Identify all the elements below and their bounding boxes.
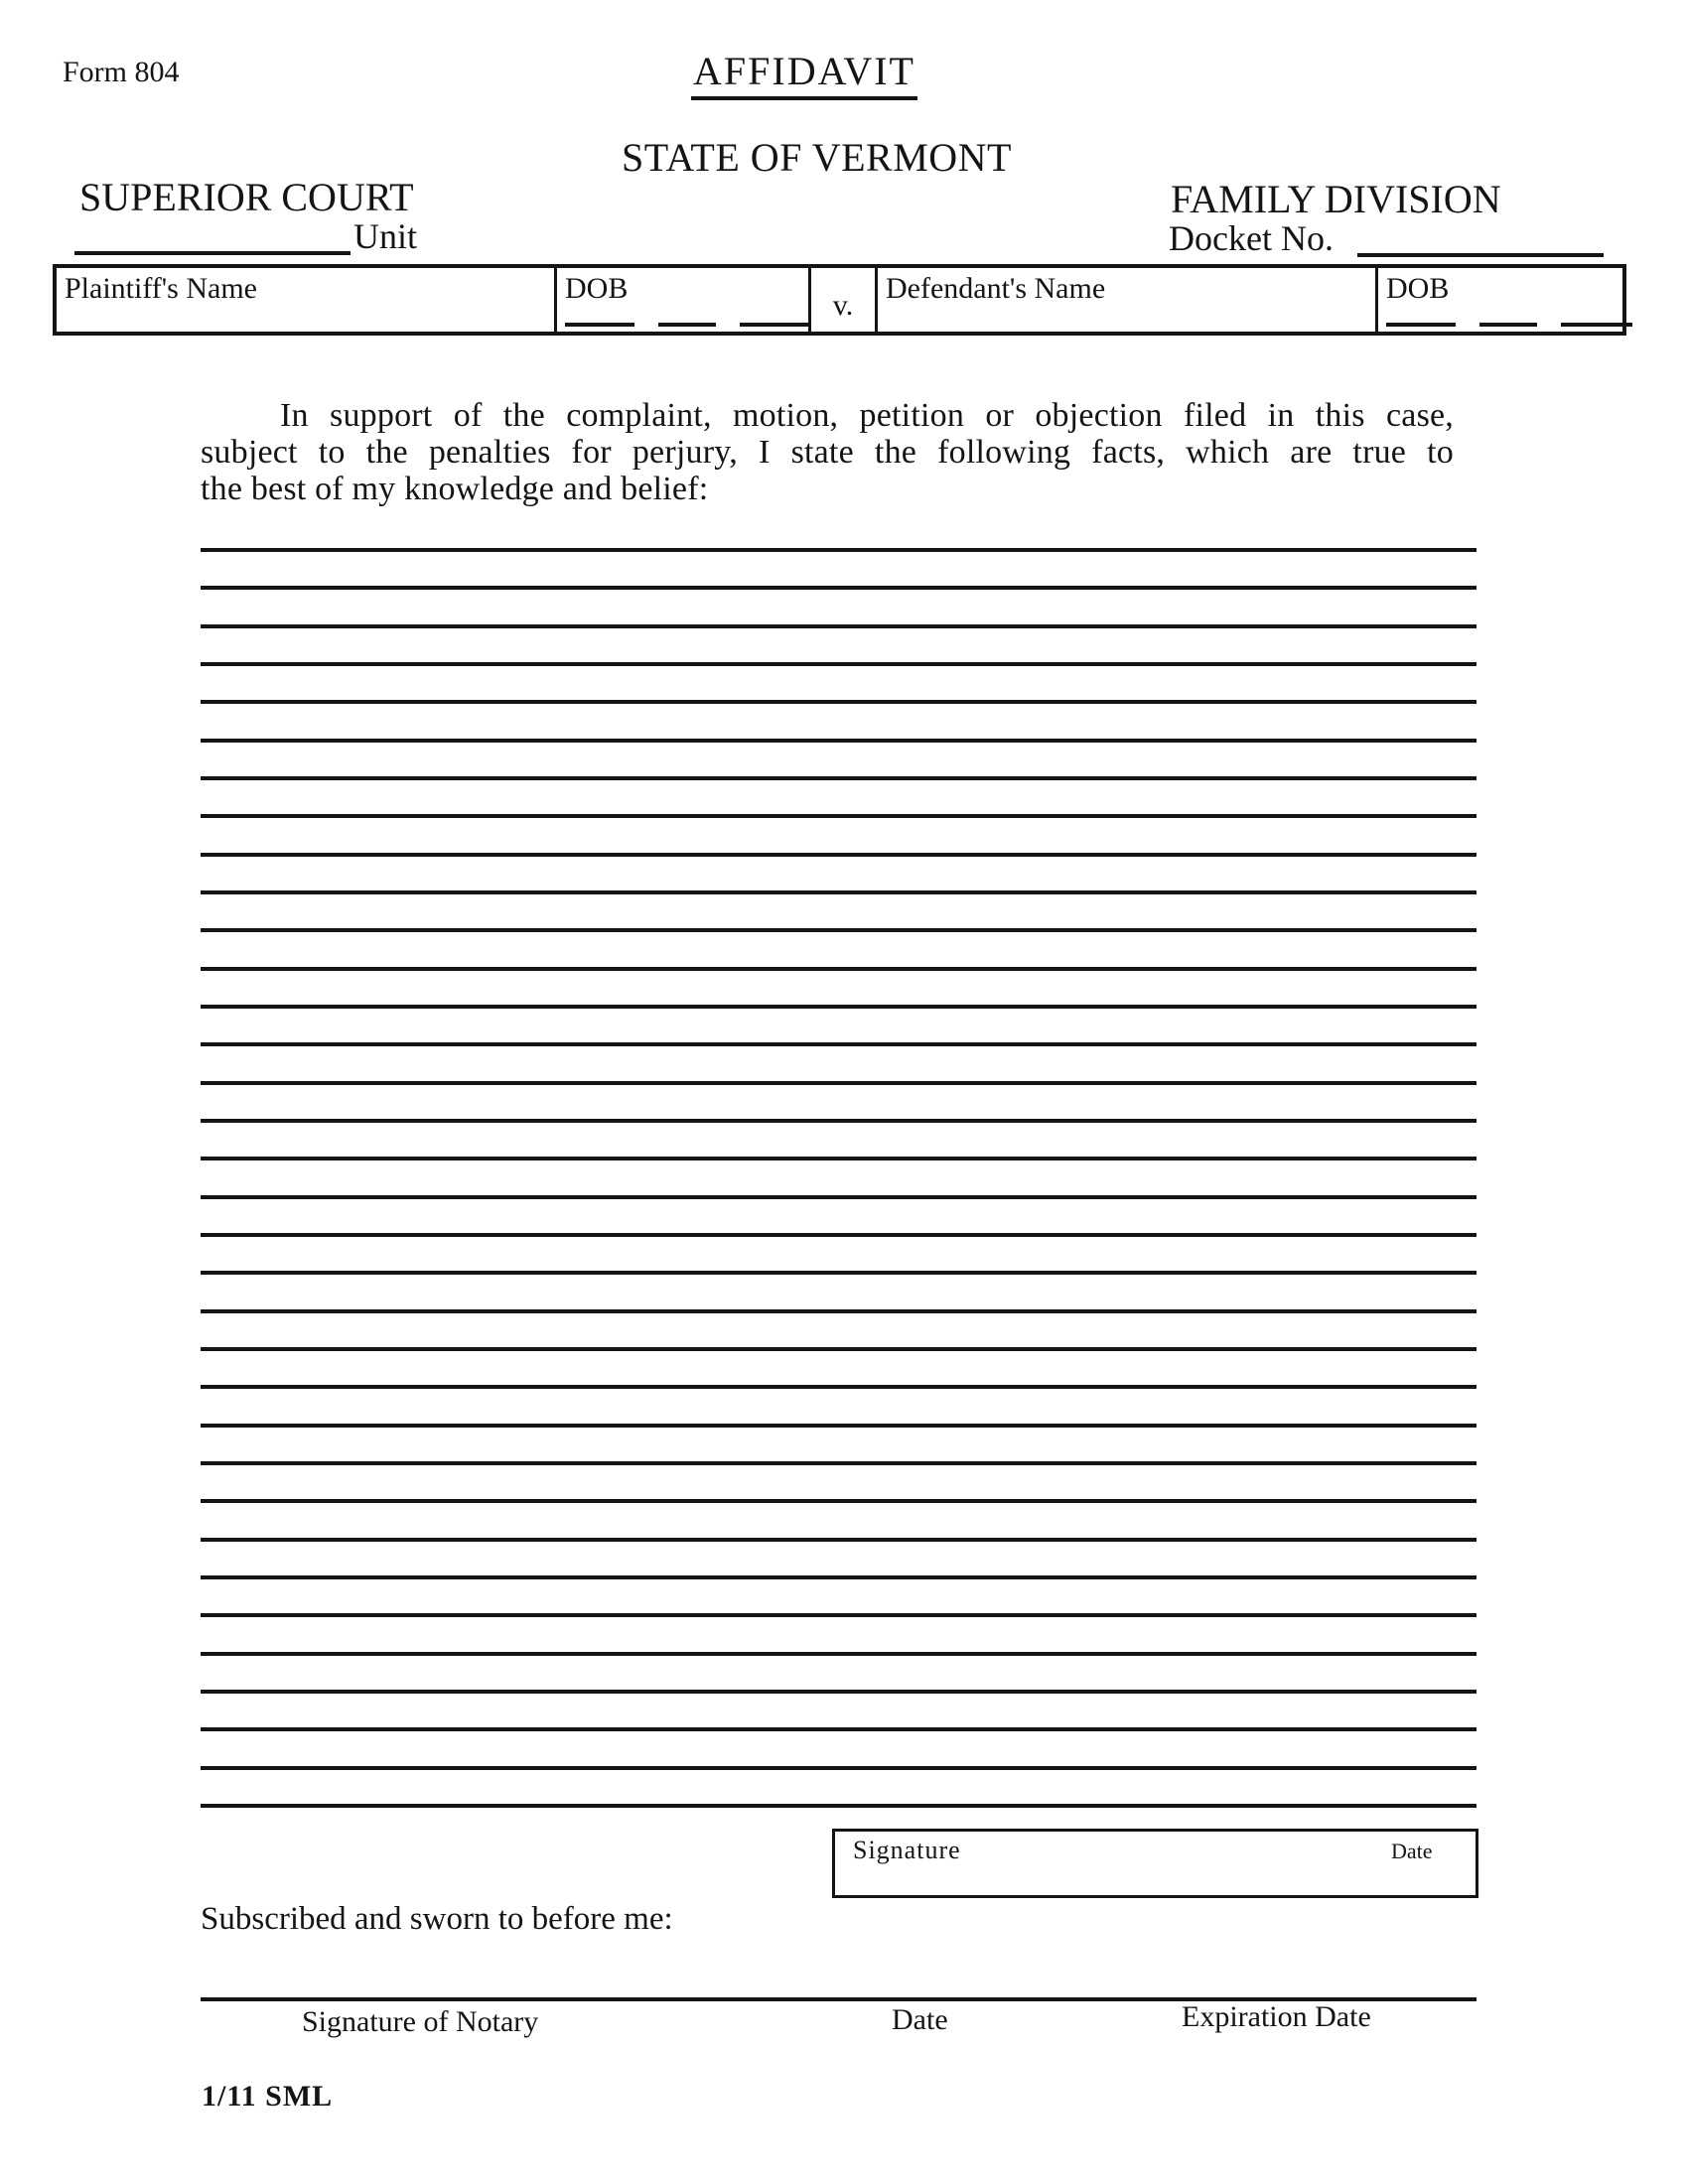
docket-number-blank-line[interactable] (1357, 253, 1604, 257)
notary-date-label: Date (892, 2003, 948, 2036)
writing-line[interactable] (201, 1499, 1477, 1503)
defendant-name-cell[interactable] (878, 268, 1378, 332)
statement-line-3: the best of my knowledge and belief: (201, 471, 709, 507)
form-number: Form 804 (63, 56, 180, 88)
writing-line[interactable] (201, 1195, 1477, 1199)
writing-line[interactable] (201, 890, 1477, 894)
writing-line[interactable] (201, 1424, 1477, 1428)
writing-line[interactable] (201, 1766, 1477, 1770)
signature-label: Signature (853, 1836, 961, 1864)
plaintiff-name-cell[interactable] (57, 268, 557, 332)
writing-line[interactable] (201, 586, 1477, 590)
dob-blank[interactable] (658, 323, 716, 327)
writing-line[interactable] (201, 1652, 1477, 1656)
writing-line[interactable] (201, 739, 1477, 743)
writing-line[interactable] (201, 1271, 1477, 1275)
writing-line[interactable] (201, 928, 1477, 932)
writing-line[interactable] (201, 853, 1477, 857)
writing-line[interactable] (201, 1727, 1477, 1731)
court-name-superior: SUPERIOR COURT (79, 175, 414, 219)
statement-line-1: In support of the complaint, motion, petition or objection filed in this case, (280, 397, 1454, 434)
writing-line[interactable] (201, 1081, 1477, 1085)
writing-line[interactable] (201, 548, 1477, 552)
writing-line[interactable] (201, 814, 1477, 818)
party-caption-table (53, 264, 1626, 336)
writing-line[interactable] (201, 1119, 1477, 1123)
signature-date-label: Date (1391, 1839, 1433, 1863)
dob-blank[interactable] (1479, 323, 1537, 327)
writing-line[interactable] (201, 1385, 1477, 1389)
defendant-dob-label: DOB (1386, 272, 1450, 305)
plaintiff-name-label: Plaintiff's Name (65, 272, 257, 305)
writing-line[interactable] (201, 776, 1477, 780)
sworn-before-me-text: Subscribed and sworn to before me: (201, 1901, 673, 1937)
page-title: AFFIDAVIT (691, 50, 917, 100)
plaintiff-dob-cell[interactable] (557, 268, 811, 332)
notary-signature-label: Signature of Notary (302, 2005, 539, 2038)
writing-line[interactable] (201, 624, 1477, 628)
writing-line[interactable] (201, 1233, 1477, 1237)
state-heading: STATE OF VERMONT (622, 135, 1012, 180)
writing-line[interactable] (201, 1804, 1477, 1808)
writing-line[interactable] (201, 1461, 1477, 1465)
footer-revision-code: 1/11 SML (202, 2080, 334, 2113)
writing-line[interactable] (201, 662, 1477, 666)
dob-blank[interactable] (1561, 323, 1632, 327)
dob-blank[interactable] (1386, 323, 1456, 327)
unit-label: Unit (353, 216, 418, 256)
defendant-dob-cell[interactable] (1378, 268, 1622, 332)
plaintiff-dob-label: DOB (565, 272, 629, 305)
writing-line[interactable] (201, 1042, 1477, 1046)
defendant-name-label: Defendant's Name (886, 272, 1106, 305)
signature-box[interactable] (832, 1829, 1478, 1898)
dob-blank[interactable] (740, 323, 811, 327)
writing-line[interactable] (201, 1347, 1477, 1351)
versus-label: v. (832, 288, 854, 322)
statement-paragraph (201, 397, 1454, 507)
docket-number-label: Docket No. (1169, 218, 1334, 258)
unit-blank-line[interactable] (74, 251, 351, 255)
writing-line[interactable] (201, 700, 1477, 704)
notary-expiration-date-label: Expiration Date (1182, 2000, 1371, 2033)
writing-line[interactable] (201, 1538, 1477, 1542)
dob-blank[interactable] (565, 323, 634, 327)
writing-line[interactable] (201, 1690, 1477, 1694)
writing-line[interactable] (201, 967, 1477, 971)
writing-line[interactable] (201, 1575, 1477, 1579)
statement-line-2: subject to the penalties for perjury, I state the following facts, which are true to (201, 434, 1454, 471)
writing-line[interactable] (201, 1005, 1477, 1009)
versus-cell (811, 268, 878, 332)
writing-line[interactable] (201, 1157, 1477, 1160)
writing-line[interactable] (201, 1613, 1477, 1617)
writing-line[interactable] (201, 1309, 1477, 1313)
court-name-division: FAMILY DIVISION (1171, 177, 1501, 221)
